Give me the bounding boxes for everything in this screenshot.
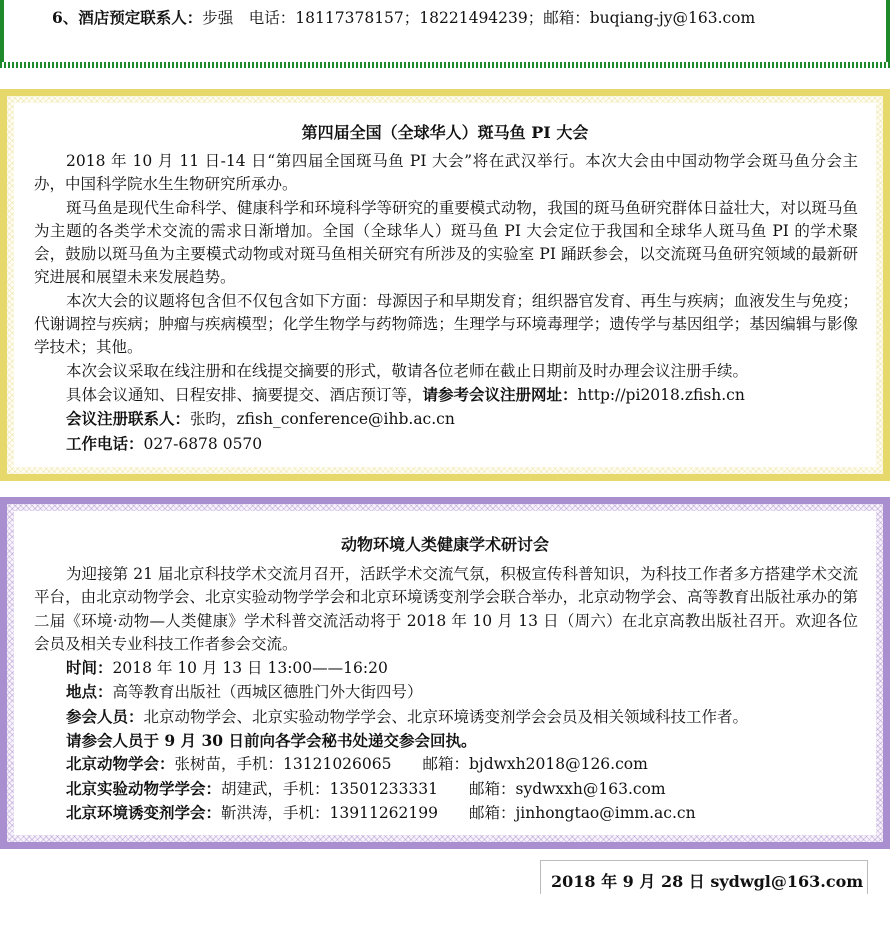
contact-detail: 靳洪涛，手机：13911262199 邮箱：jinhongtao@imm.ac.cn (221, 803, 696, 822)
contact-row (34, 752, 858, 776)
environment-section (0, 497, 890, 849)
time-value: 2018 年 10 月 13 日 13:00——16:20 (112, 659, 388, 678)
reply-notice: 请参会人员于 9 月 30 日前向各学会秘书处递交参会回执。 (66, 731, 477, 751)
place-line (34, 680, 858, 704)
contact-row (34, 801, 858, 825)
contact-org: 北京环境诱变剂学会： (66, 802, 222, 822)
contact-org: 北京实验动物学学会： (66, 778, 222, 798)
hotel-contact-label: 6、酒店预定联系人： (52, 8, 203, 27)
environment-title: 动物环境人类健康学术研讨会 (340, 535, 549, 554)
attendees-line (34, 705, 858, 729)
hotel-contact-text: 步强 电话：18117378157；18221494239；邮箱：buqiang-jy@163.com (202, 9, 756, 27)
zebrafish-section (0, 89, 890, 481)
place-value: 高等教育出版社（西城区德胜门外大街四号） (112, 683, 423, 702)
environment-body (34, 563, 858, 825)
phone-label: 工作电话： (66, 433, 144, 453)
zebrafish-panel (14, 103, 876, 467)
contact-row (34, 777, 858, 801)
zebrafish-paragraph: 2018 年 10 月 11 日-14 日“第四届全国斑马鱼 PI 大会”将在武汉举行。本次大会由中国动物学会斑马鱼分会主办，中国科学院水生生物研究所承办。 (34, 152, 858, 194)
zebrafish-phone-line (34, 432, 858, 456)
registration-url-label: 请参考会议注册网址： (422, 384, 578, 404)
zebrafish-paragraph: 本次会议采取在线注册和在线提交摘要的形式，敬请各位老师在截止日期前及时办理会议注册手续。 (66, 361, 749, 380)
contact-label: 会议注册联系人： (66, 409, 191, 429)
footer-date-box (540, 860, 868, 894)
time-line (34, 656, 858, 680)
section-divider (0, 62, 890, 68)
footer-date-email: 2018 年 9 月 28 日 sydwgl@163.com (551, 872, 864, 891)
registration-text: 具体会议通知、日程安排、摘要提交、酒店预订等， (66, 385, 423, 404)
attendees-value: 北京动物学会、北京实验动物学学会、北京环境诱变剂学会会员及相关领域科技工作者。 (143, 707, 749, 726)
zebrafish-contact-line (34, 407, 858, 431)
attendees-label: 参会人员： (66, 706, 144, 726)
contact-value: 张昀，zfish_conference@ihb.ac.cn (190, 410, 455, 429)
zebrafish-body (34, 150, 858, 456)
environment-panel (14, 511, 876, 835)
contact-detail: 胡建武，手机：13501233331 邮箱：sydwxxh@163.com (221, 779, 666, 798)
zebrafish-title: 第四届全国（全球华人）斑马鱼 PI 大会 (301, 123, 589, 142)
zebrafish-paragraph: 本次大会的议题将包含但不仅包含如下方面：母源因子和早期发育；组织器官发育、再生与疾病；血液发生与免疫；代谢调控与疾病；肿瘤与疾病模型；化学生物学与药物筛选；生理学与环境毒理学；遗传学与基因组学；基因编辑与影像学技术；其他。 (34, 291, 858, 357)
place-label: 地点： (66, 682, 113, 702)
contact-org: 北京动物学会： (66, 754, 175, 774)
contact-detail: 张树苗，手机：13121026065 邮箱：bjdwxh2018@126.com (174, 755, 648, 774)
zebrafish-registration-line (34, 383, 858, 407)
hotel-contact-line (52, 6, 755, 28)
zebrafish-paragraph: 斑马鱼是现代生命科学、健康科学和环境科学等研究的重要模式动物，我国的斑马鱼研究群体日益壮大，对以斑马鱼为主题的各类学术交流的需求日渐增加。全国（全球华人）斑马鱼 PI 大会定位于我国和全球华人斑马鱼 PI 的学术聚会，鼓励以斑马鱼为主要模式动物或对斑马鱼相关研究有所涉及的实验室 PI 踊跃参会，以交流斑马鱼研究领域的最新研究进展和展望未来发展趋势。 (34, 198, 858, 287)
environment-paragraph: 为迎接第 21 届北京科技学术交流月召开，活跃学术交流气氛，积极宣传科普知识，为科技工作者多方搭建学术交流平台，由北京动物学会、北京实验动物学学会和北京环境诱变剂学会联合举办，北京动物学会、高等教育出版社承办的第二届《环境·动物—人类健康》学术科普交流活动将于 2018 年 10 月 13 日（周六）在北京高教出版社召开。欢迎各位会员及相关专业科技工作者参会交流。 (34, 565, 858, 653)
time-label: 时间： (66, 658, 113, 678)
phone-value: 027-6878 0570 (143, 434, 263, 453)
registration-url[interactable]: http://pi2018.zfish.cn (577, 385, 745, 404)
